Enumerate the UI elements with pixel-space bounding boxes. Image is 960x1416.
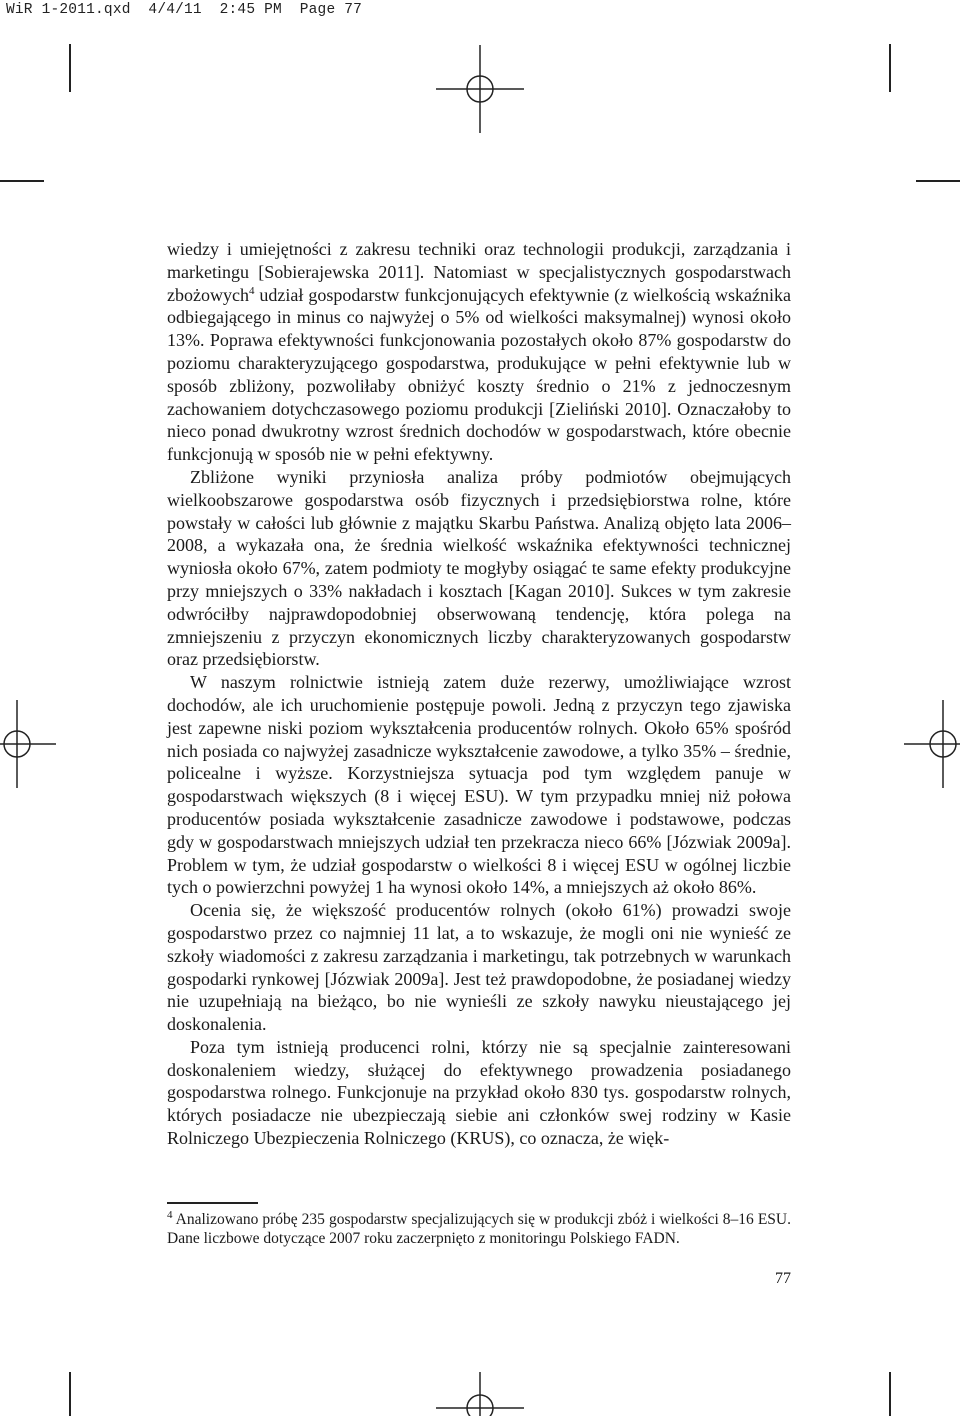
footnote [167,1210,791,1248]
registration-mark-bottom [436,1372,524,1416]
crop-mark-bottom-right-v [889,1372,891,1416]
crop-mark-top-right-v [889,44,891,92]
print-slug: WiR 1-2011.qxd 4/4/11 2:45 PM Page 77 [6,2,363,18]
paragraph [167,238,791,466]
crop-mark-bottom-left-v [69,1372,71,1416]
registration-mark-right [904,700,960,788]
registration-mark-top [436,45,524,133]
footnote-marker: 4 [167,1208,173,1221]
page-number: 77 [775,1270,791,1287]
body-text [167,238,791,1150]
crop-mark-top-right-h [916,180,960,182]
paragraph: W naszym rolnictwie istnieją zatem duże rezerwy, umożliwiające wzrost dochodów, ale ich uruchomienie postępuje powoli. Jedną z przyczyn tego zjawiska jest zapewne niski poziom wykształcenia producentów rolnych. Około 65% spośród nich posiada co najwyżej zasadnicze wykształcenie zawodowe, a tylko 35% – średnie, policealne i wyższe. Korzystniejsza sytuacja pod tym względem panuje w gospodarstwach większych (8 i więcej ESU). W tym przypadku mniej niż połowa producentów posiada wykształcenie zasadnicze zawodowe i podstawowe, podczas gdy w gospodarstwach mniejszych udział ten przekracza nieco 66% [Józwiak 2009a]. Problem w tym, że udział gospodarstw o wielkości 8 i więcej ESU w ogólnej liczbie tych o powierzchni powyżej 1 ha wynosi około 14%, a mniejszych aż około 86%. [167,672,791,898]
paragraph-text: udział gospodarstw funkcjonujących efektywnie (z wielkością wskaźnika odbiegającego in minus co najwyżej o 5% od wielkości maksymalnej) wynosi około 13%. Poprawa efektywności funkcjonowania pozostałych około 87% gospodarstw do poziomu charakteryzującego gospodarstwa, produkujące w pełni efektywnie lub w sposób zbliżony, pozwoliłaby obniżyć koszty średnio o 21% z jednoczesnym zachowaniem dotychczasowego poziomu produkcji [Zieliński 2010]. Oznaczałoby to nieco ponad dwukrotny wzrost średnich dochodów w gospodarstwach, które obecnie funkcjonują w sposób nie w pełni efektywny. [167,284,791,465]
crop-mark-top-left-h [0,180,44,182]
paragraph-text: wiedzy i umiejętności z zakresu techniki oraz technologii produkcji, zarządzania i marketingu [Sobierajewska 2011]. Natomiast w specjalistycznych gospodarstwach zbożowych [167,239,791,305]
paragraph: Ocenia się, że większość producentów rolnych (około 61%) prowadzi swoje gospodarstwo przez co najmniej 11 lat, a to wskazuje, że mogli oni nie wynieść ze szkoły wiadomości z zakresu zarządzania i marketingu, tak potrzebnych w warunkach gospodarki rynkowej [Józwiak 2009a]. Jest też prawdopodobne, że posiadanej wiedzy nie uzupełniają na bieżąco, bo nie wynieśli ze szkoły nawyku nieustającego jej doskonalenia. [167,900,791,1035]
paragraph: Poza tym istnieją producenci rolni, którzy nie są specjalnie zainteresowani doskonaleniem wiedzy, służącej do efektywnego prowadzenia posiadanego gospodarstwa rolnego. Funkcjonuje na przykład około 830 tys. gospodarstw rolnych, których posiadacze nie ubezpieczają siebie ani członków swej rodziny w Kasie Rolniczego Ubezpieczenia Rolniczego (KRUS), co oznacza, że więk- [167,1036,791,1149]
footnote-reference: 4 [248,284,255,297]
footnote-text: Analizowano próbę 235 gospodarstw specjalizujących się w produkcji zbóż i wielkości 8–16 ESU. Dane liczbowe dotyczące 2007 roku zaczerpnięto z monitoringu Polskiego FADN. [167,1211,791,1247]
crop-mark-top-left-v [69,44,71,92]
paragraph: Zbliżone wyniki przyniosła analiza próby podmiotów obejmujących wielkoobszarowe gospodarstwa osób fizycznych i przedsiębiorstwa rolne, które powstały w całości lub głównie z majątku Skarbu Państwa. Analizą objęto lata 2006–2008, a wykazała ona, że średnia wielkość wskaźnika efektywności technicznej wyniosła około 67%, zatem podmioty te mogłyby osiągać te same efekty produkcyjne przy mniejszych o 33% nakładach i kosztach [Kagan 2010]. Sukces w tym zakresie odwróciłby najprawdopodobniej obserwowaną tendencję, która polega na zmniejszeniu z przyczyn ekonomicznych liczby charakteryzowanych gospodarstw oraz przedsiębiorstw. [167,466,791,670]
registration-mark-left [0,700,56,788]
footnote-separator [167,1202,258,1204]
